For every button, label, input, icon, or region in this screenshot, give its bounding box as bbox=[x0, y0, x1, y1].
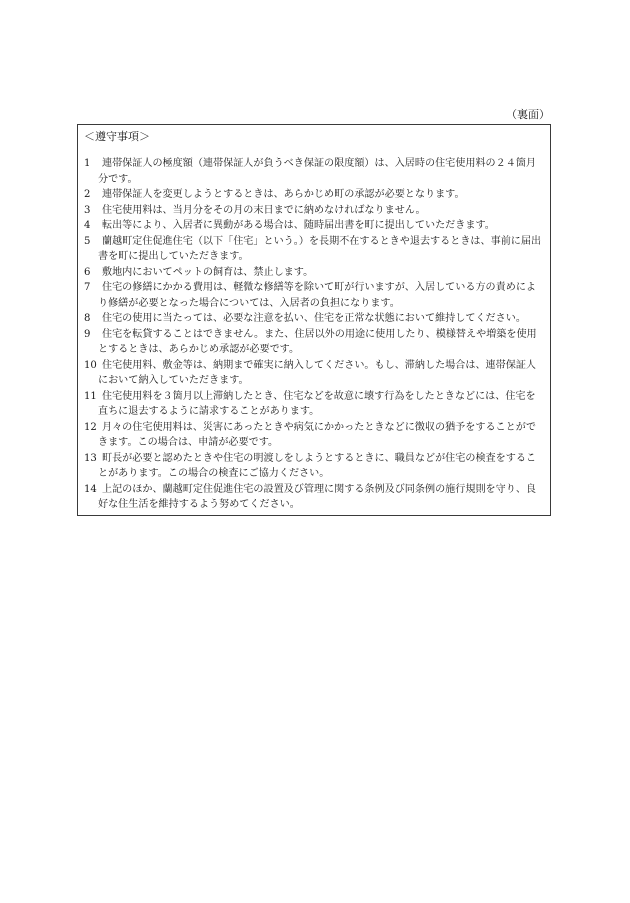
rules-box bbox=[77, 124, 551, 516]
rules-title: ＜遵守事項＞ bbox=[84, 130, 150, 143]
rule-item bbox=[84, 389, 544, 420]
rule-number: 5 bbox=[84, 235, 91, 247]
rule-number: 12 bbox=[84, 421, 97, 433]
rule-item bbox=[84, 265, 544, 281]
rule-number: 1 bbox=[84, 158, 91, 169]
rule-number: 13 bbox=[84, 452, 97, 464]
rule-item bbox=[84, 451, 544, 482]
rule-text: 転出等により、入居者に異動がある場合は、随時届出書を町に提出していただきます。 bbox=[102, 220, 495, 231]
rule-text: 上記のほか、蘭越町定住促進住宅の設置及び管理に関する条例及び同条例の施行規則を守り、良好な住生活を維持するよう努めてください。 bbox=[98, 483, 537, 510]
rule-text: 住宅使用料、敷金等は、納期まで確実に納入してください。もし、滞納した場合は、連帯保証人において納入していただきます。 bbox=[98, 359, 537, 386]
rule-item bbox=[84, 203, 544, 219]
rule-text: 蘭越町定住促進住宅（以下「住宅」という。）を長期不在するときや退去するときは、事前に届出書を町に提出していただきます。 bbox=[98, 235, 542, 262]
rule-item bbox=[84, 482, 544, 513]
rule-number: 2 bbox=[84, 189, 91, 200]
rule-number: 3 bbox=[84, 204, 91, 216]
rule-item bbox=[84, 218, 544, 234]
rule-text: 連帯保証人の極度額（連帯保証人が負うべき保証の限度額）は、入居時の住宅使用料の２４箇月分です。 bbox=[98, 158, 537, 185]
rule-number: 8 bbox=[84, 313, 91, 324]
rule-item bbox=[84, 358, 544, 389]
rule-item bbox=[84, 156, 544, 187]
rule-item bbox=[84, 420, 544, 451]
rule-number: 11 bbox=[84, 390, 97, 402]
rule-text: 住宅の使用に当たっては、必要な注意を払い、住宅を正常な状態において維持してください。 bbox=[102, 313, 526, 324]
rule-item bbox=[84, 327, 544, 358]
rule-text: 住宅を転貸することはできません。また、住居以外の用途に使用したり、模様替えや増築を使用とするときは、あらかじめ承認が必要です。 bbox=[98, 328, 537, 355]
rule-text: 住宅使用料を３箇月以上滞納したとき、住宅などを故意に壊す行為をしたときなどには、住宅を直ちに退去するように請求することがあります。 bbox=[98, 390, 536, 417]
rule-text: 敷地内においてペットの飼育は、禁止します。 bbox=[102, 266, 314, 278]
rule-item bbox=[84, 280, 544, 311]
rule-number: 4 bbox=[84, 220, 91, 231]
rule-text: 住宅の修繕にかかる費用は、軽微な修繕等を除いて町が行いますが、入居している方の責めにより修繕が必要となった場合については、入居者の負担になります。 bbox=[98, 282, 537, 309]
rule-text: 月々の住宅使用料は、災害にあったときや病気にかかったときなどに徴収の猶予をすることができます。この場合は、申請が必要です。 bbox=[98, 421, 536, 448]
rule-number: 7 bbox=[84, 282, 91, 293]
rule-number: 6 bbox=[84, 266, 91, 278]
rule-item bbox=[84, 234, 544, 265]
rule-number: 14 bbox=[84, 483, 97, 495]
rule-item bbox=[84, 187, 544, 203]
page-side-label: （裏面） bbox=[506, 108, 550, 121]
rule-item bbox=[84, 311, 544, 327]
rule-text: 町長が必要と認めたときや住宅の明渡しをしようとするときに、職員などが住宅の検査をすることがあります。この場合の検査にご協力ください。 bbox=[98, 452, 537, 479]
rule-text: 連帯保証人を変更しようとするときは、あらかじめ町の承認が必要となります。 bbox=[102, 189, 465, 200]
rule-text: 住宅使用料は、当月分をその月の末日までに納めなければなりません。 bbox=[102, 204, 426, 216]
rule-number: 9 bbox=[84, 328, 91, 340]
rule-number: 10 bbox=[84, 359, 97, 371]
